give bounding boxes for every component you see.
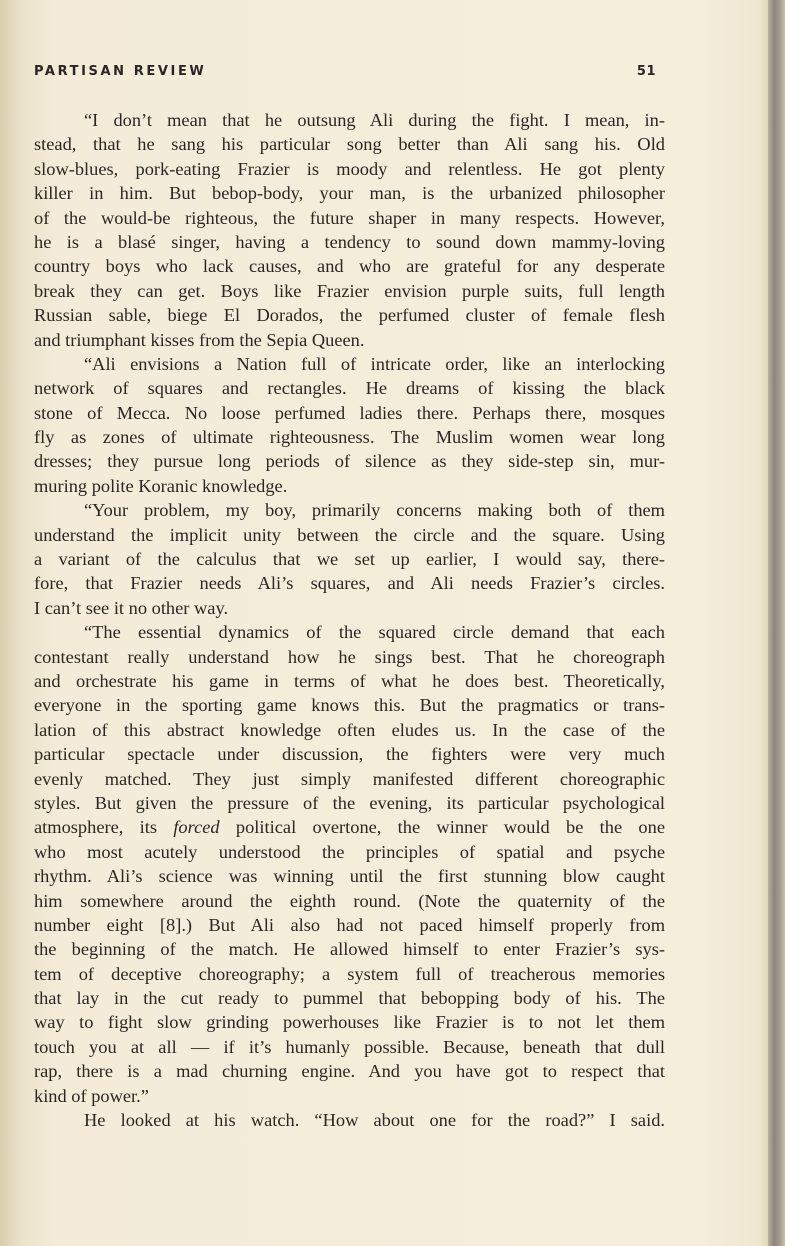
text-segment: political overtone, the winner would be the one [219,817,665,838]
text-line [34,815,665,839]
text-line: “Ali envisions a Nation full of intricate order, like an interlocking [84,353,665,374]
text-line: killer in him. But bebop-body, your man, is the urbanized philosopher [34,183,665,204]
italic-word: forced [173,817,220,838]
book-spine-edge [768,0,785,1246]
text-line: “The essential dynamics of the squared circle demand that each [84,622,665,643]
text-line: that lay in the cut ready to pummel that bebopping body of his. The [34,988,665,1009]
text-line: network of squares and rectangles. He dreams of kissing the black [34,378,665,399]
text-line: dresses; they pursue long periods of silence as they side-step sin, mur- [34,451,665,472]
text-line: rhythm. Ali’s science was winning until the first stunning blow caught [34,866,665,887]
text-line: who most acutely understood the principles of spatial and psyche [34,841,665,862]
text-line: fore, that Frazier needs Ali’s squares, and Ali needs Frazier’s circles. [34,573,665,594]
text-line: tem of deceptive choreography; a system full of treacherous memories [34,963,665,984]
text-line: understand the implicit unity between the circle and the square. Using [34,524,665,545]
text-line: break they can get. Boys like Frazier envision purple suits, full length [34,280,665,301]
text-line: of the would-be righteous, the future shaper in many respects. However, [34,207,665,228]
text-line: muring polite Koranic knowledge. [34,475,288,496]
text-line: and triumphant kisses from the Sepia Queen. [34,329,365,350]
text-line: I can’t see it no other way. [34,597,229,618]
text-line: kind of power.” [34,1085,149,1106]
text-line: and orchestrate his game in terms of what he does best. Theoretically, [34,670,665,691]
running-head [34,64,656,86]
text-line: evenly matched. They just simply manifested different choreographic [34,768,665,789]
text-segment: atmosphere, its [34,817,174,838]
text-line: way to fight slow grinding powerhouses like Frazier is to not let them [34,1012,665,1033]
text-line: particular spectacle under discussion, the fighters were very much [34,744,665,765]
text-line: the beginning of the match. He allowed himself to enter Frazier’s sys- [34,939,665,960]
text-line: number eight [8].) But Ali also had not paced himself properly from [34,914,665,935]
text-line: stead, that he sang his particular song better than Ali sang his. Old [34,134,665,155]
text-line: “Your problem, my boy, primarily concerns making both of them [84,500,665,521]
text-line: He looked at his watch. “How about one for the road?” I said. [84,1110,665,1131]
text-line: stone of Mecca. No loose perfumed ladies there. Perhaps there, mosques [34,402,665,423]
body-text [34,108,665,1132]
text-line: everyone in the sporting game knows this. But the pragmatics or trans- [34,695,665,716]
text-line: him somewhere around the eighth round. (Note the quaternity of the [34,890,665,911]
text-line: a variant of the calculus that we set up earlier, I would say, there- [34,549,665,570]
text-line: country boys who lack causes, and who are grateful for any desperate [34,256,665,277]
page-number: 51 [636,64,656,79]
journal-title: PARTISAN REVIEW [34,64,207,79]
text-line: contestant really understand how he sings best. That he choreograph [34,646,665,667]
text-line: “I don’t mean that he outsung Ali during the fight. I mean, in- [84,110,665,130]
text-line: Russian sable, biege El Dorados, the perfumed cluster of female flesh [34,305,665,326]
text-line: slow-blues, pork-eating Frazier is moody and relentless. He got plenty [34,158,665,179]
text-line: styles. But given the pressure of the evening, its particular psychological [34,792,665,813]
text-line: touch you at all — if it’s humanly possible. Because, beneath that dull [34,1036,665,1057]
text-line: fly as zones of ultimate righteousness. The Muslim women wear long [34,427,665,448]
text-line: rap, there is a mad churning engine. And you have got to respect that [34,1061,665,1082]
text-line: he is a blasé singer, having a tendency to sound down mammy-loving [34,231,665,252]
text-line: lation of this abstract knowledge often eludes us. In the case of the [34,719,665,740]
